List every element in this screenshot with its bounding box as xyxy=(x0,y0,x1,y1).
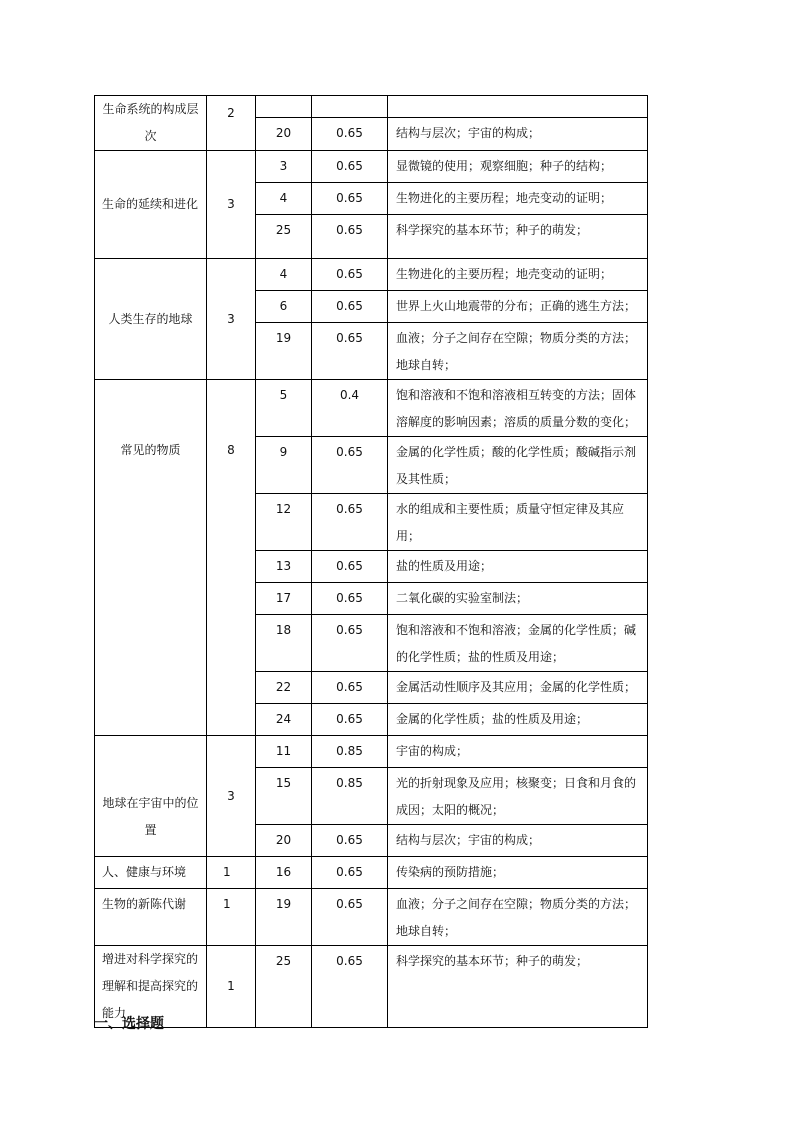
topic-cell: 生命系统的构成层次 xyxy=(95,96,207,151)
description-cell: 水的组成和主要性质；质量守恒定律及其应用； xyxy=(388,494,648,551)
score-cell: 0.65 xyxy=(312,889,388,946)
table-row xyxy=(95,889,648,946)
table-row xyxy=(95,259,648,291)
topic-cell: 人、健康与环境 xyxy=(95,857,207,889)
description-cell: 科学探究的基本环节；种子的萌发； xyxy=(388,946,648,1028)
score-cell: 0.85 xyxy=(312,736,388,768)
table-row xyxy=(95,946,648,1028)
description-cell: 光的折射现象及应用；核聚变；日食和月食的成因；太阳的概况； xyxy=(388,768,648,825)
question-number-cell xyxy=(256,96,312,118)
question-number-cell: 20 xyxy=(256,117,312,150)
question-number-cell: 13 xyxy=(256,551,312,583)
score-cell: 0.4 xyxy=(312,380,388,437)
description-cell xyxy=(388,96,648,118)
count-cell: 3 xyxy=(207,736,256,857)
description-cell: 盐的性质及用途； xyxy=(388,551,648,583)
score-cell: 0.65 xyxy=(312,291,388,323)
question-number-cell: 4 xyxy=(256,259,312,291)
score-cell: 0.65 xyxy=(312,825,388,857)
score-cell: 0.65 xyxy=(312,215,388,259)
description-cell: 血液；分子之间存在空隙；物质分类的方法；地球自转； xyxy=(388,323,648,380)
question-number-cell: 12 xyxy=(256,494,312,551)
description-cell: 金属活动性顺序及其应用；金属的化学性质； xyxy=(388,672,648,704)
question-number-cell: 16 xyxy=(256,857,312,889)
topic-cell: 增进对科学探究的理解和提高探究的能力 xyxy=(95,946,207,1028)
table-row xyxy=(95,736,648,768)
score-cell: 0.65 xyxy=(312,583,388,615)
description-cell: 饱和溶液和不饱和溶液相互转变的方法；固体溶解度的影响因素；溶质的质量分数的变化； xyxy=(388,380,648,437)
description-cell: 金属的化学性质；酸的化学性质；酸碱指示剂及其性质； xyxy=(388,437,648,494)
section-heading: 一、选择题 xyxy=(94,1016,164,1032)
question-number-cell: 25 xyxy=(256,215,312,259)
question-number-cell: 4 xyxy=(256,183,312,215)
score-cell: 0.65 xyxy=(312,323,388,380)
question-number-cell: 15 xyxy=(256,768,312,825)
count-cell: 1 xyxy=(207,857,256,889)
description-cell: 传染病的预防措施； xyxy=(388,857,648,889)
score-cell: 0.65 xyxy=(312,259,388,291)
knowledge-point-table xyxy=(94,95,648,1028)
description-cell: 结构与层次；宇宙的构成； xyxy=(388,117,648,150)
table-row xyxy=(95,96,648,118)
question-number-cell: 3 xyxy=(256,151,312,183)
question-number-cell: 25 xyxy=(256,946,312,1028)
table-row xyxy=(95,380,648,437)
count-cell: 2 xyxy=(207,96,256,151)
score-cell: 0.65 xyxy=(312,946,388,1028)
description-cell: 科学探究的基本环节；种子的萌发； xyxy=(388,215,648,259)
score-cell: 0.65 xyxy=(312,551,388,583)
table-row xyxy=(95,857,648,889)
question-number-cell: 6 xyxy=(256,291,312,323)
topic-cell: 常见的物质 xyxy=(95,380,207,736)
count-cell: 1 xyxy=(207,946,256,1028)
description-cell: 血液；分子之间存在空隙；物质分类的方法；地球自转； xyxy=(388,889,648,946)
description-cell: 金属的化学性质；盐的性质及用途； xyxy=(388,704,648,736)
description-cell: 世界上火山地震带的分布；正确的逃生方法； xyxy=(388,291,648,323)
description-cell: 生物进化的主要历程；地壳变动的证明； xyxy=(388,183,648,215)
score-cell: 0.65 xyxy=(312,151,388,183)
description-cell: 结构与层次；宇宙的构成； xyxy=(388,825,648,857)
topic-cell: 生物的新陈代谢 xyxy=(95,889,207,946)
question-number-cell: 18 xyxy=(256,615,312,672)
score-cell: 0.65 xyxy=(312,857,388,889)
score-cell: 0.65 xyxy=(312,615,388,672)
count-cell: 1 xyxy=(207,889,256,946)
score-cell: 0.65 xyxy=(312,437,388,494)
score-cell: 0.65 xyxy=(312,672,388,704)
question-number-cell: 19 xyxy=(256,889,312,946)
description-cell: 饱和溶液和不饱和溶液；金属的化学性质；碱的化学性质；盐的性质及用途； xyxy=(388,615,648,672)
question-number-cell: 20 xyxy=(256,825,312,857)
question-number-cell: 11 xyxy=(256,736,312,768)
score-cell: 0.65 xyxy=(312,183,388,215)
score-cell: 0.65 xyxy=(312,117,388,150)
description-cell: 显微镜的使用；观察细胞；种子的结构； xyxy=(388,151,648,183)
question-number-cell: 5 xyxy=(256,380,312,437)
question-number-cell: 24 xyxy=(256,704,312,736)
table-row xyxy=(95,151,648,183)
count-cell: 3 xyxy=(207,151,256,259)
question-number-cell: 17 xyxy=(256,583,312,615)
topic-cell: 生命的延续和进化 xyxy=(95,151,207,259)
description-cell: 二氧化碳的实验室制法； xyxy=(388,583,648,615)
description-cell: 宇宙的构成； xyxy=(388,736,648,768)
question-number-cell: 22 xyxy=(256,672,312,704)
topic-cell: 人类生存的地球 xyxy=(95,259,207,380)
count-cell: 8 xyxy=(207,380,256,736)
topic-cell: 地球在宇宙中的位置 xyxy=(95,736,207,857)
score-cell xyxy=(312,96,388,118)
question-number-cell: 9 xyxy=(256,437,312,494)
description-cell: 生物进化的主要历程；地壳变动的证明； xyxy=(388,259,648,291)
count-cell: 3 xyxy=(207,259,256,380)
question-number-cell: 19 xyxy=(256,323,312,380)
score-cell: 0.65 xyxy=(312,704,388,736)
score-cell: 0.65 xyxy=(312,494,388,551)
score-cell: 0.85 xyxy=(312,768,388,825)
